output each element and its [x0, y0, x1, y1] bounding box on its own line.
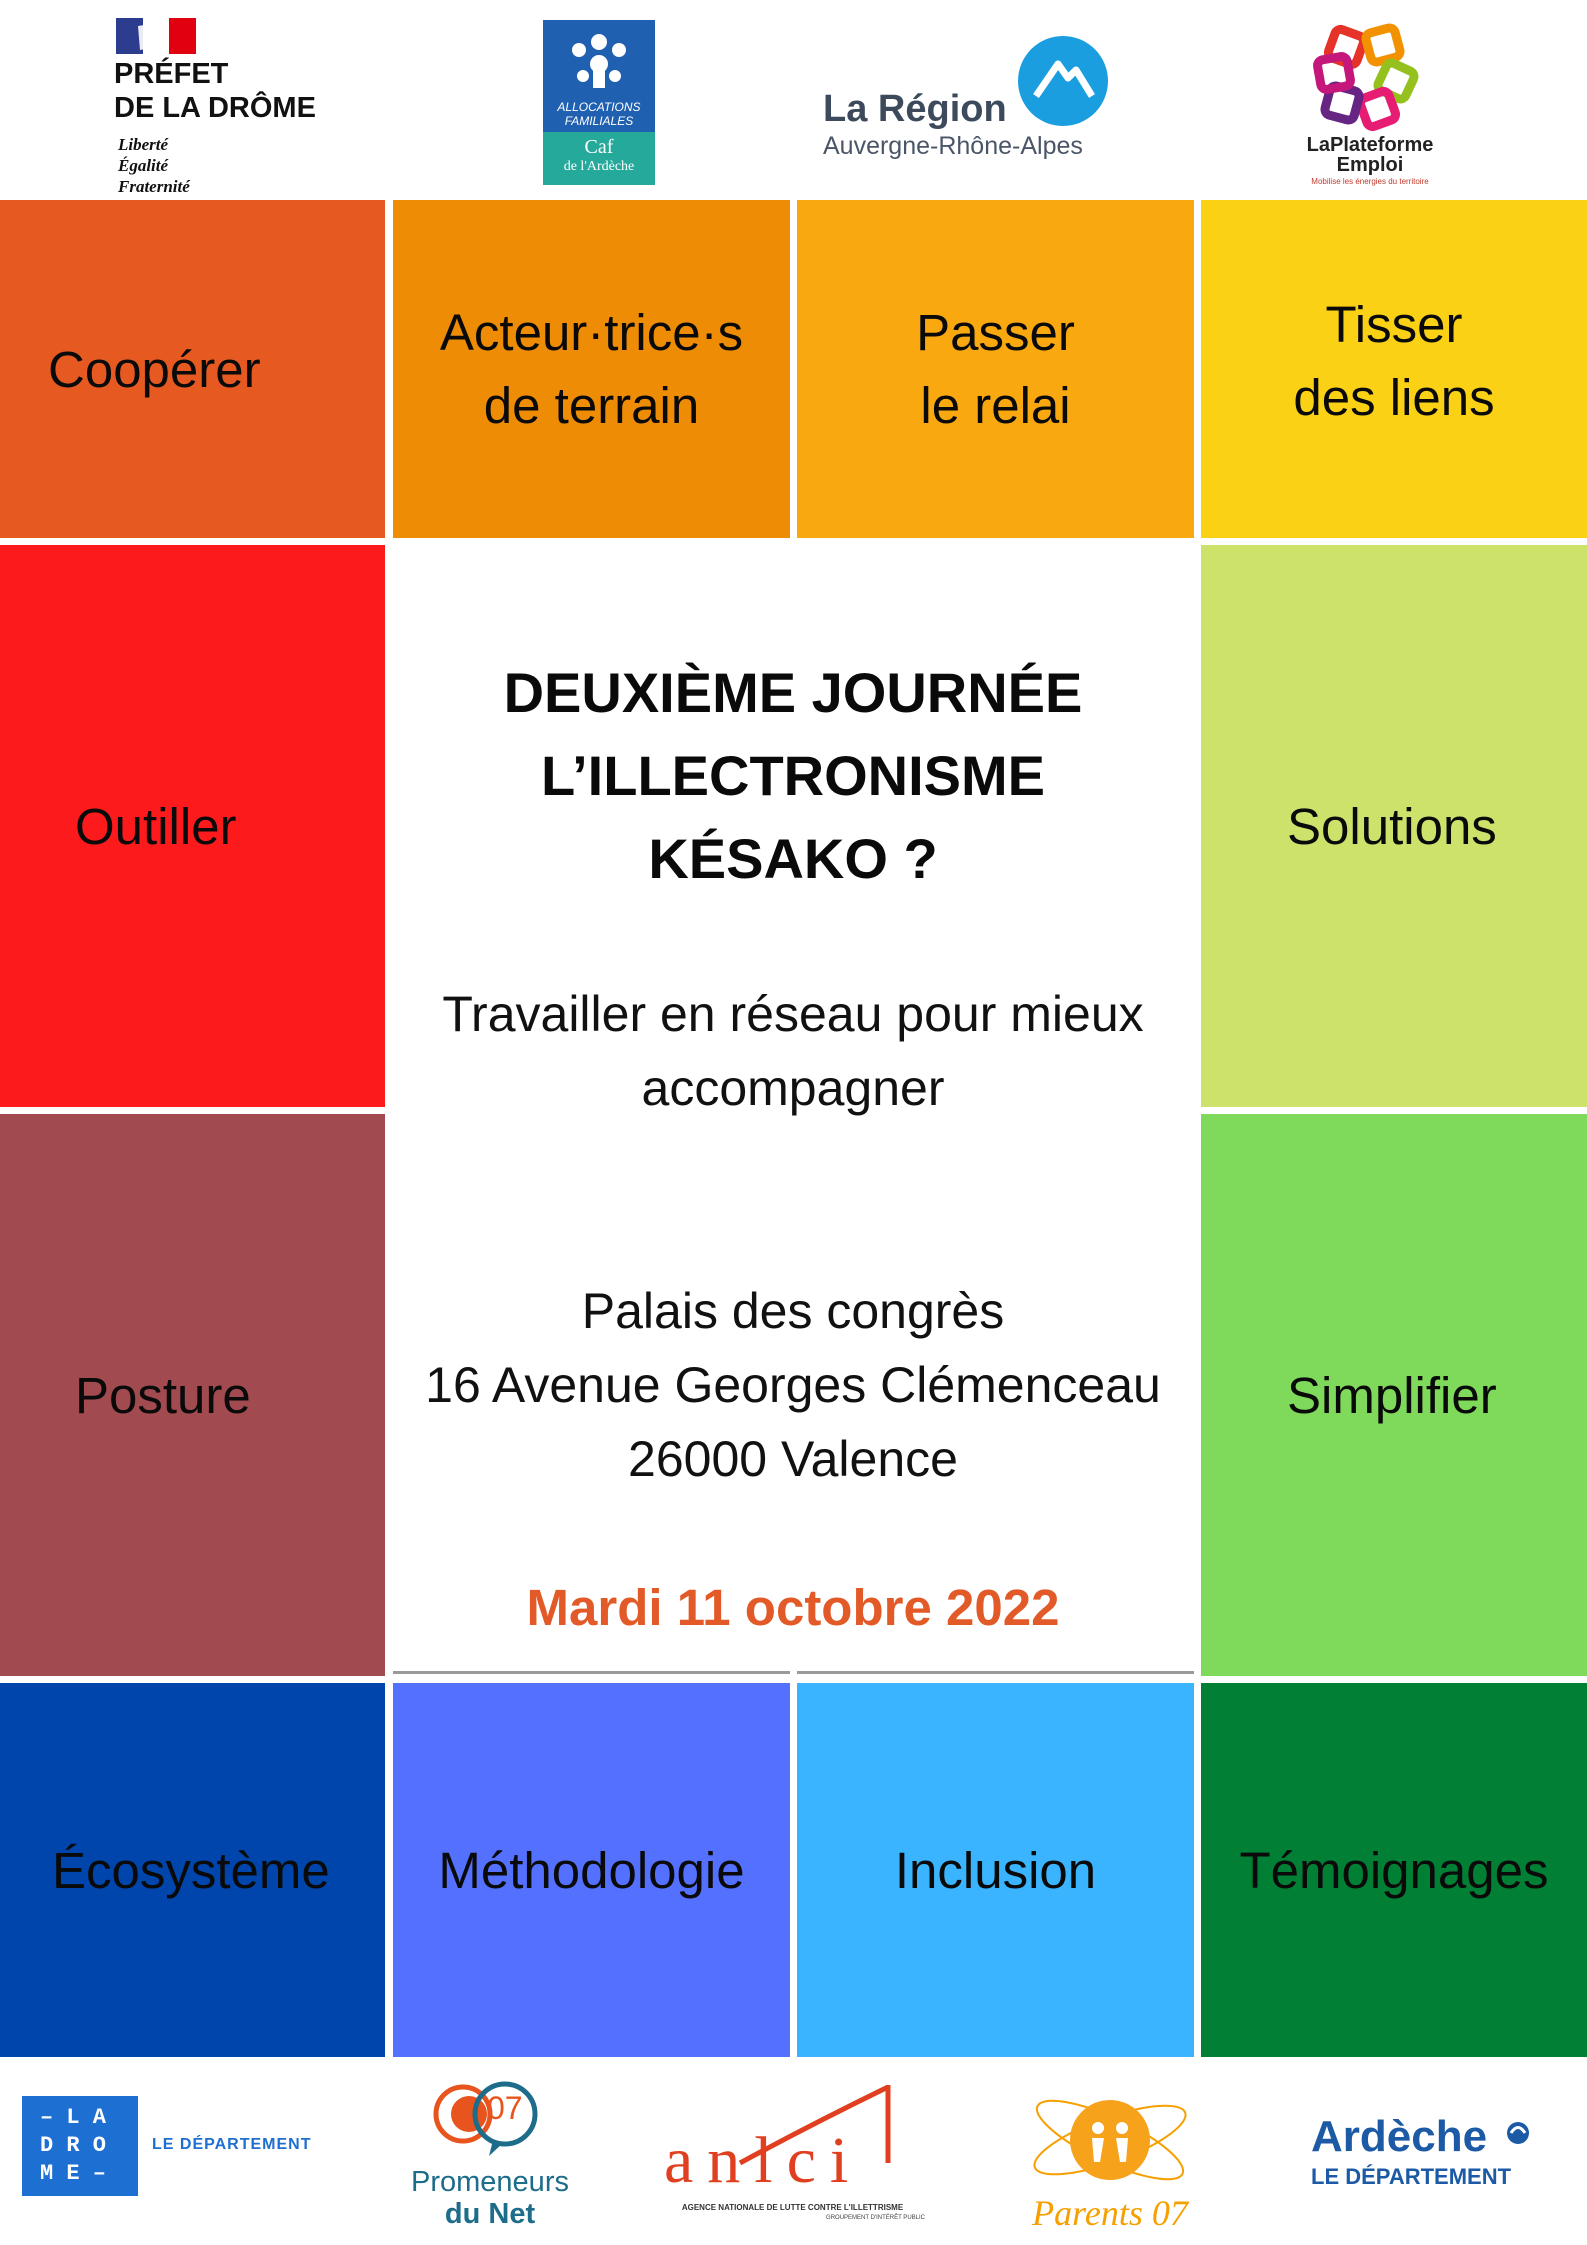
marianne-flag-icon — [116, 18, 196, 54]
region-name: La Région — [823, 88, 1007, 130]
ardeche-name: Ardèche — [1311, 2112, 1488, 2161]
tile-cooperer-label: Coopérer — [48, 340, 261, 398]
tile-simplifier-label: Simplifier — [1287, 1366, 1497, 1424]
promeneurs-logo — [395, 2080, 585, 2230]
divider-right — [797, 1671, 1194, 1674]
tile-methodologie — [393, 1683, 790, 2057]
event-subtitle-line2: accompagner — [641, 1060, 945, 1116]
tile-acteurs-line2: de terrain — [483, 377, 700, 434]
drome-row1: – L A — [40, 2105, 107, 2130]
tile-outiller — [0, 545, 385, 1107]
drome-logo — [22, 2096, 312, 2196]
caf-badge — [543, 132, 655, 185]
event-title-line2: L’ILLECTRONISME — [541, 744, 1045, 807]
event-info — [390, 545, 1196, 1672]
plateforme-logo — [1280, 22, 1460, 187]
tile-posture — [0, 1114, 385, 1676]
drome-badge — [22, 2096, 138, 2196]
region-mountain-icon — [1016, 34, 1110, 128]
tile-inclusion — [797, 1683, 1194, 2057]
caf-line3: Caf — [584, 136, 614, 158]
event-date: Mardi 11 octobre 2022 — [526, 1579, 1060, 1636]
plateforme-line1: LaPlateforme — [1306, 134, 1434, 156]
ardeche-swirl-icon — [1503, 2118, 1533, 2148]
parents-name: Parents 07 — [1032, 2193, 1188, 2233]
caf-line1: ALLOCATIONS — [557, 100, 641, 114]
motto-liberte: Liberté — [118, 135, 169, 154]
caf-logo — [543, 20, 655, 185]
event-subtitle-line1: Travailler en réseau pour mieux — [442, 986, 1144, 1042]
ardeche-logo — [1305, 2112, 1545, 2192]
drome-dept: LE DÉPARTEMENT — [152, 2136, 312, 2153]
tile-tisser — [1201, 200, 1587, 538]
plateforme-line2: Emploi — [1336, 154, 1404, 176]
parents07-logo — [1020, 2080, 1200, 2235]
tile-methodologie-label: Méthodologie — [438, 1841, 745, 1899]
drome-row3: M E – — [40, 2161, 107, 2186]
parents-sun-icon — [1020, 2080, 1200, 2195]
venue-name: Palais des congrès — [581, 1283, 1005, 1339]
plateforme-hexagon-icon — [1313, 22, 1423, 132]
drome-row2: D R O — [40, 2133, 107, 2158]
plateforme-tagline: Mobilise les énergies du territoire — [1311, 177, 1429, 186]
tile-solutions — [1201, 545, 1587, 1107]
ardeche-dept: LE DÉPARTEMENT — [1311, 2164, 1512, 2189]
tile-tisser-line1: Tisser — [1325, 296, 1463, 353]
event-title-line3: KÉSAKO ? — [648, 827, 938, 890]
anlci-name: anlci — [664, 2124, 863, 2197]
tile-temoignages-label: Témoignages — [1239, 1841, 1549, 1899]
tile-simplifier — [1201, 1114, 1587, 1676]
promeneurs-line2: du Net — [444, 2198, 536, 2230]
tile-passer-line2: le relai — [920, 377, 1071, 434]
tile-passer-line1: Passer — [916, 304, 1075, 361]
region-sub: Auvergne-Rhône-Alpes — [823, 132, 1083, 160]
tile-cooperer — [0, 200, 385, 538]
divider-left — [393, 1671, 790, 1674]
tile-outiller-label: Outiller — [75, 797, 237, 855]
tile-passer — [797, 200, 1194, 538]
prefet-line2: DE LA DRÔME — [114, 92, 316, 124]
event-title-line1: DEUXIÈME JOURNÉE — [503, 661, 1083, 724]
tile-ecosysteme — [0, 1683, 385, 2057]
tile-acteurs-line1: Acteur·trice·s — [439, 304, 744, 361]
promeneurs-num: 07 — [487, 2090, 523, 2126]
tile-ecosysteme-label: Écosystème — [52, 1841, 330, 1899]
tile-solutions-label: Solutions — [1287, 797, 1497, 855]
tile-tisser-line2: des liens — [1293, 369, 1495, 426]
region-logo — [823, 34, 1113, 164]
caf-line4: de l'Ardèche — [563, 159, 635, 174]
venue-address: 16 Avenue Georges Clémenceau — [425, 1357, 1161, 1413]
venue-city: 26000 Valence — [628, 1431, 958, 1487]
prefet-logo — [112, 18, 342, 196]
promeneurs-line1: Promeneurs — [411, 2166, 569, 2198]
motto-egalite: Égalité — [118, 156, 169, 175]
motto-fraternite: Fraternité — [118, 177, 190, 196]
prefet-line1: PRÉFET — [114, 58, 229, 90]
tile-acteurs — [393, 200, 790, 538]
tile-temoignages — [1201, 1683, 1587, 2057]
anlci-logo — [660, 2085, 925, 2235]
anlci-tag1: AGENCE NATIONALE DE LUTTE CONTRE L'ILLETTRISME — [681, 2203, 904, 2212]
tile-inclusion-label: Inclusion — [894, 1841, 1097, 1899]
caf-family-icon — [543, 20, 655, 98]
caf-line2: FAMILIALES — [564, 114, 634, 128]
anlci-tag2: GROUPEMENT D'INTÉRÊT PUBLIC — [826, 2215, 925, 2221]
tile-posture-label: Posture — [75, 1366, 251, 1424]
